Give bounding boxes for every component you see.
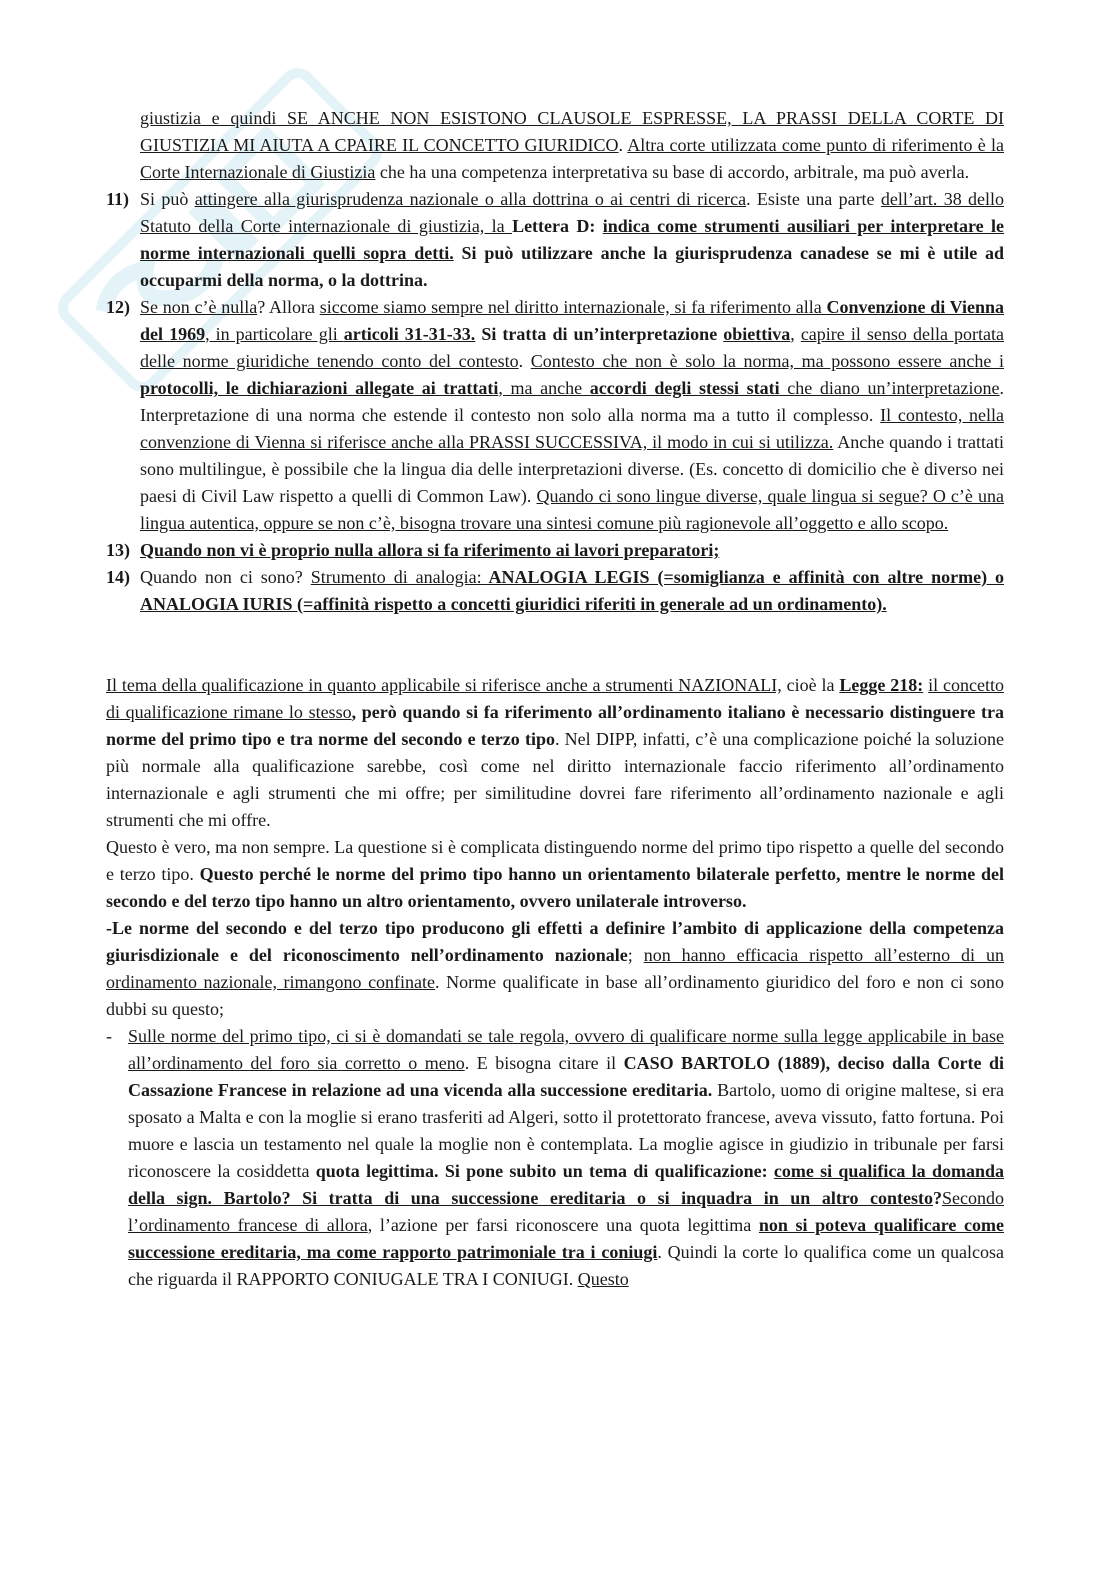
list-item-14: 14) Quando non ci sono? Strumento di analogia: ANALOGIA LEGIS (=somiglianza e affinità con altre norme) o ANALOGIA IURIS (=affinità rispetto a concetti giuridici riferiti in generale ad un ordinamento). (106, 564, 1004, 618)
list-item-13: 13) Quando non vi è proprio nulla allora si fa riferimento ai lavori preparatori; (106, 537, 1004, 564)
paragraph-corte-giustizia: giustizia e quindi SE ANCHE NON ESISTONO CLAUSOLE ESPRESSE, LA PRASSI DELLA CORTE DI GIUSTIZIA MI AIUTA A CPAIRE IL CONCETTO GIURIDICO. Altra corte utilizzata come punto di riferimento è la Corte Internazionale di Giustizia che ha una competenza interpretativa su base di accordo, arbitrale, ma può averla. (140, 108, 1004, 182)
paragraph-norme-secondo-terzo: -Le norme del secondo e del terzo tipo producono gli effetti a definire l’ambito di applicazione della competenza giurisdizionale e del riconoscimento nell’ordinamento nazionale; non hanno efficacia rispetto all’esterno di un ordinamento nazionale, rimangono confinate. Norme qualificate in base all’ordinamento giuridico del foro e non ci sono dubbi su questo; (106, 918, 1004, 1019)
list-item-12: 12) Se non c’è nulla? Allora siccome siamo sempre nel diritto internazionale, si fa riferimento alla Convenzione di Vienna del 1969, in particolare gli articoli 31-31-33. Si tratta di un’interpretazione obiettiva, capire il senso della portata delle norme giuridiche tenendo conto del contesto. Contesto che non è solo la norma, ma possono essere anche i protocolli, le dichiarazioni allegate ai trattati, ma anche accordi degli stessi stati che diano un’interpretazione. Interpretazione di una norma che estende il contesto non solo alla norma ma a tutto il complesso. Il contesto, nella convenzione di Vienna si riferisce anche alla PRASSI SUCCESSIVA, il modo in cui si utilizza. Anche quando i trattati sono multilingue, è possibile che la lingua dia delle interpretazioni diverse. (Es. concetto di domicilio che è diverso nei paesi di Civil Law rispetto a quelli di Common Law). Quando ci sono lingue diverse, quale lingua si segue? O c’è una lingua autentica, oppure se non c’è, bisogna trovare una sintesi comune più ragionevole all’oggetto e allo scopo. (106, 294, 1004, 537)
list-number: 14) (106, 567, 130, 587)
document-page (106, 105, 1004, 1293)
paragraph-orientamento: Questo è vero, ma non sempre. La questione si è complicata distinguendo norme del primo tipo rispetto a quelle del secondo e terzo tipo. Questo perché le norme del primo tipo hanno un orientamento bilaterale perfetto, mentre le norme del secondo e del terzo tipo hanno un altro orientamento, ovvero unilaterale introverso. (106, 837, 1004, 911)
bullet-caso-bartolo: - Sulle norme del primo tipo, ci si è domandati se tale regola, ovvero di qualificare norme sulla legge applicabile in base all’ordinamento del foro sia corretto o meno. E bisogna citare il CASO BARTOLO (1889), deciso dalla Corte di Cassazione Francese in relazione ad una vicenda alla successione ereditaria. Bartolo, uomo di origine maltese, si era sposato a Malta e con la moglie si erano trasferiti ad Algeri, sotto il protettorato francese, aveva vissuto, fatto fortuna. Poi muore e lascia un testamento nel quale la moglie non è contemplata. La moglie agisce in giudizio in tribunale per farsi riconoscere la cosiddetta quota legittima. Si pone subito un tema di qualificazione: come si qualifica la domanda della sign. Bartolo? Si tratta di una successione ereditaria o si inquadra in un altro contesto?Secondo l’ordinamento francese di allora, l’azione per farsi riconoscere una quota legittima non si poteva qualificare come successione ereditaria, ma come rapporto patrimoniale tra i coniugi. Quindi la corte lo qualifica come un qualcosa che riguarda il RAPPORTO CONIUGALE TRA I CONIUGI. Questo (106, 1023, 1004, 1293)
list-number: 13) (106, 540, 130, 560)
paragraph-qualificazione: Il tema della qualificazione in quanto applicabile si riferisce anche a strumenti NAZIONALI, cioè la Legge 218: il concetto di qualificazione rimane lo stesso, però quando si fa riferimento all’ordinamento italiano è necessario distinguere tra norme del primo tipo e tra norme del secondo e terzo tipo. Nel DIPP, infatti, c’è una complicazione poiché la soluzione più normale alla qualificazione sarebbe, così come nel diritto internazionale faccio riferimento all’ordinamento internazionale e agli strumenti che mi offre; per similitudine dovrei fare riferimento all’ordinamento nazionale e agli strumenti che mi offre. (106, 675, 1004, 830)
spacer (106, 618, 1004, 672)
list-number: 11) (106, 189, 130, 209)
list-number: 12) (106, 297, 130, 317)
list-item-11: 11) Si può attingere alla giurisprudenza nazionale o alla dottrina o ai centri di ricerca. Esiste una parte dell’art. 38 dello Statuto della Corte internazionale di giustizia, la Lettera D: indica come strumenti ausiliari per interpretare le norme internazionali quelli sopra detti. Si può utilizzare anche la giurisprudenza canadese se mi è utile ad occuparmi della norma, o la dottrina. (106, 186, 1004, 294)
bullet-dash: - (106, 1026, 112, 1046)
